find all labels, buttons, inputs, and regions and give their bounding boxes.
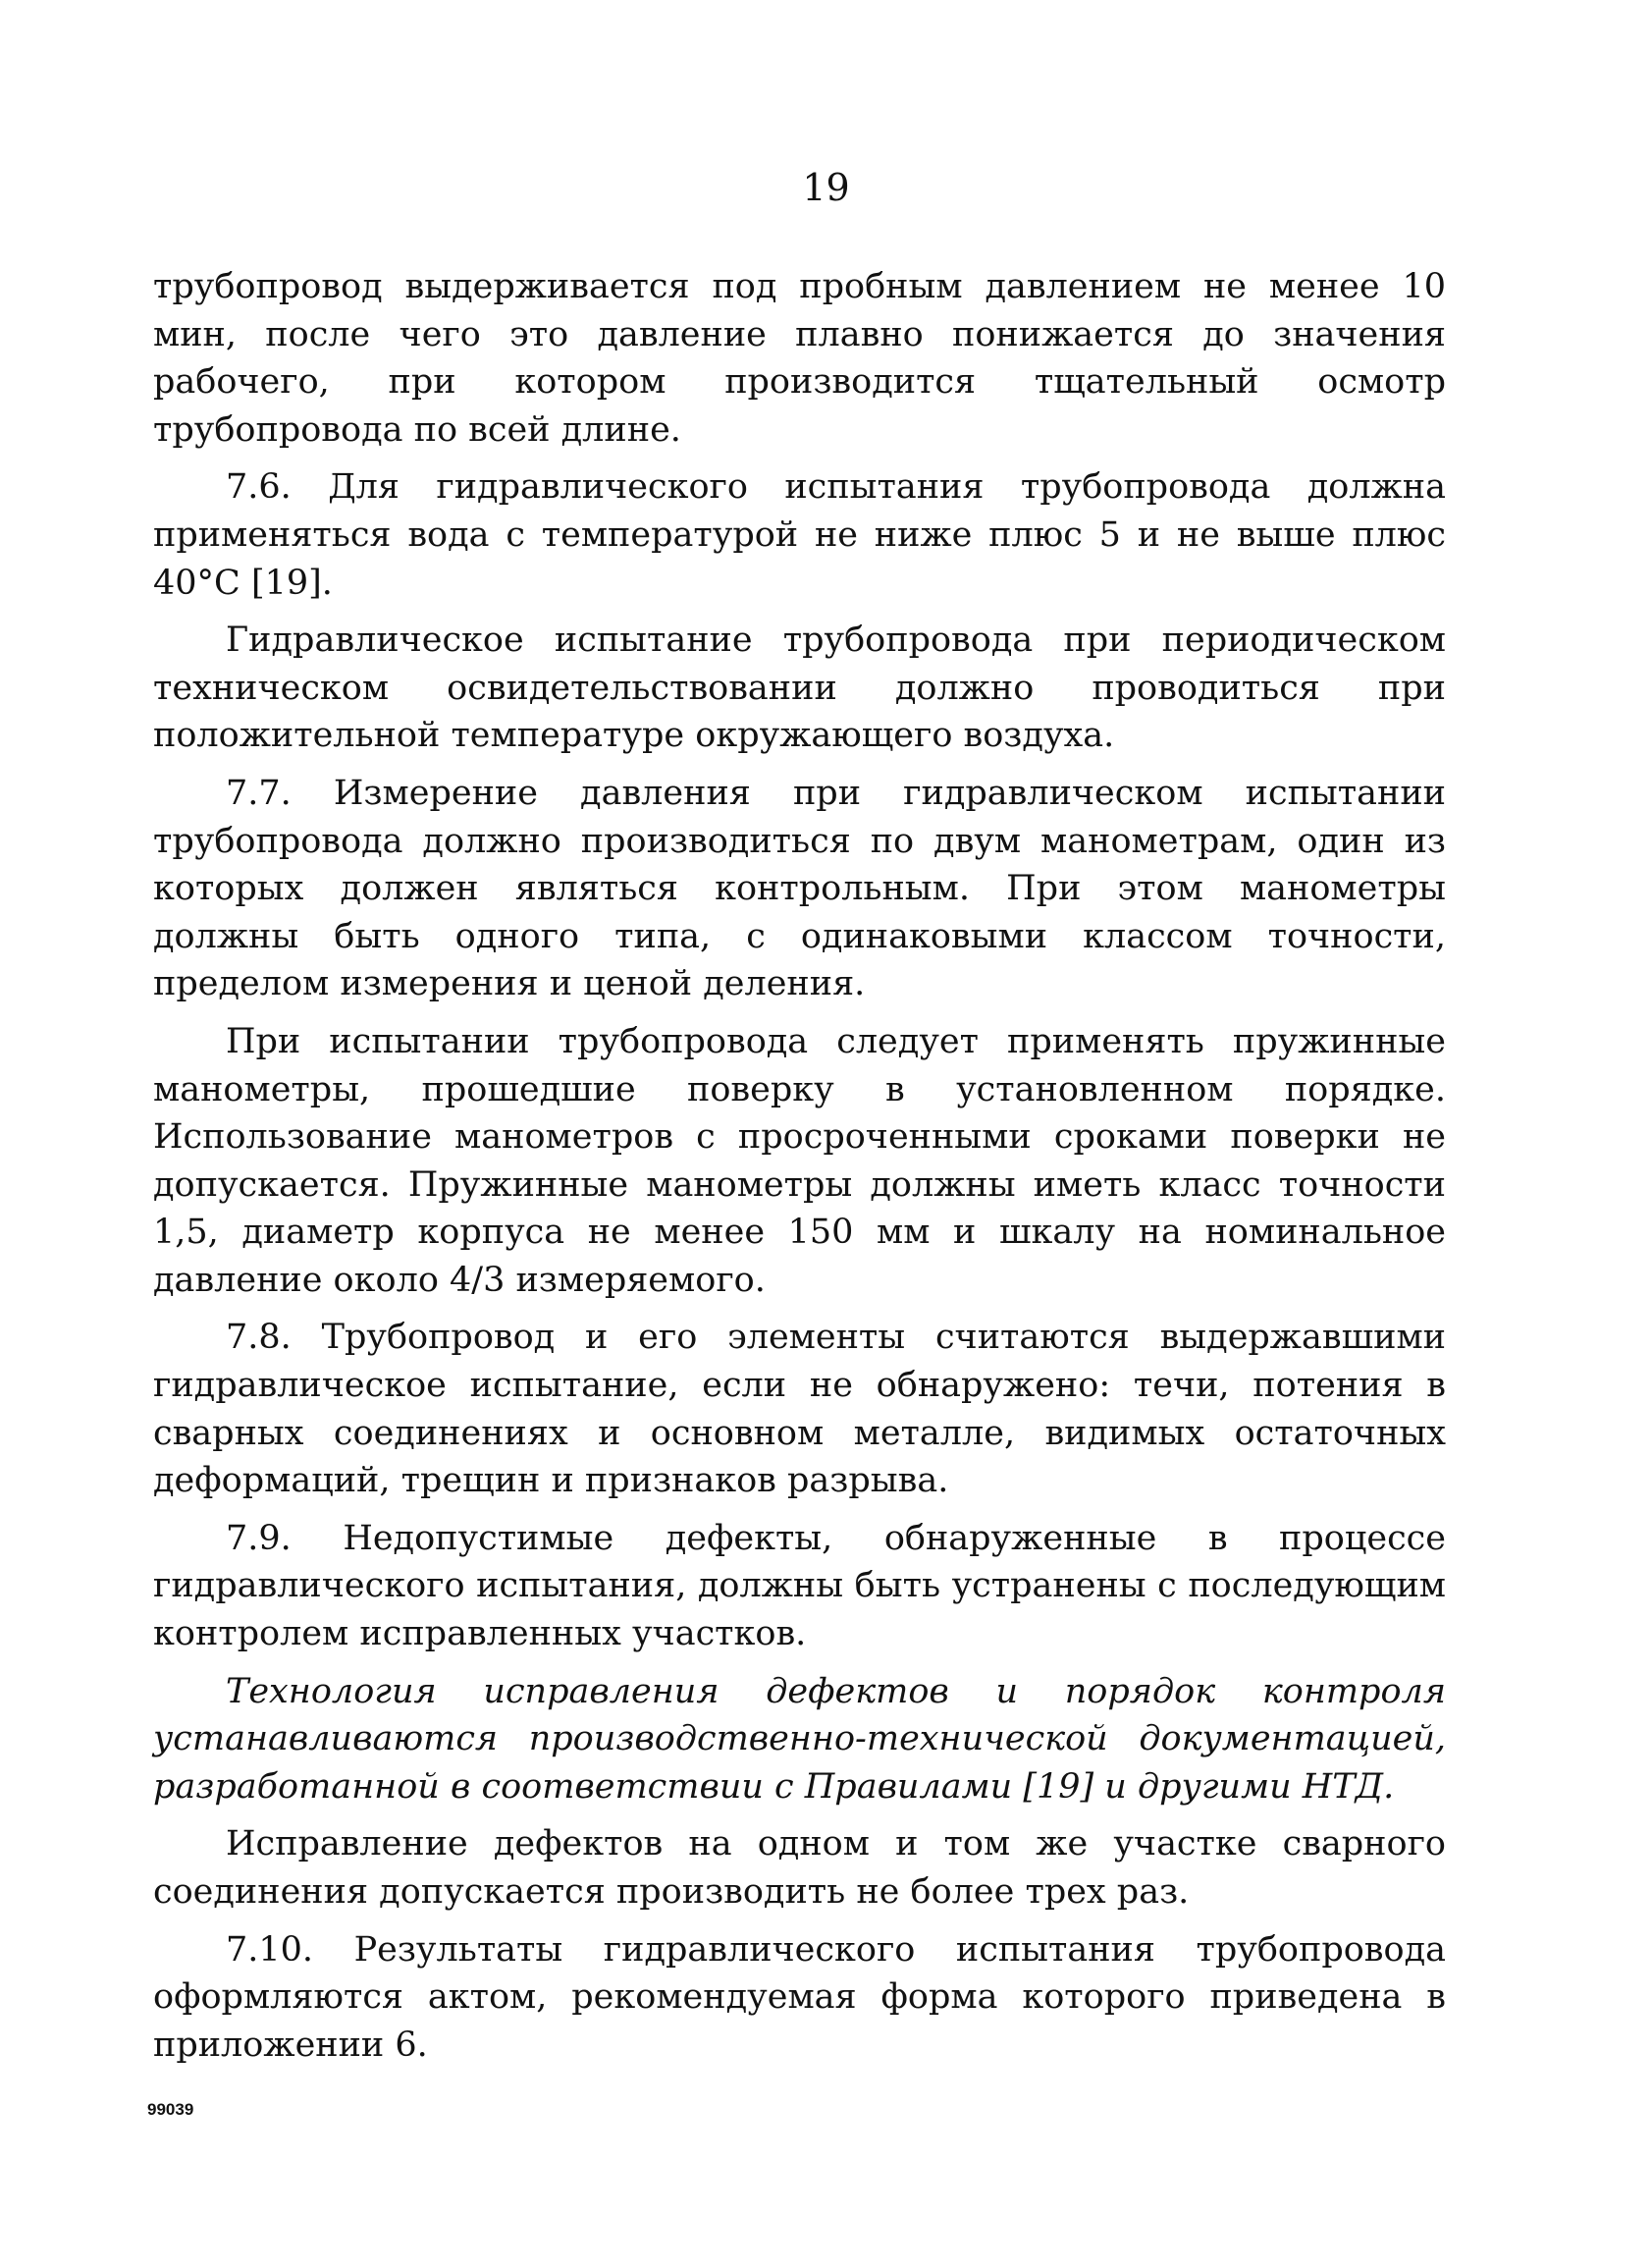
paragraph-continuation: трубопровод выдерживается под пробным давлением не менее 10 мин, после чего это давление плавно понижается до значения рабочего, при котором производится тщательный осмотр трубопровода по всей длине. [153,267,1446,450]
paragraph-periodic-inspection: Гидравлическое испытание трубопровода при периодическом техническом освидетельствовании должно проводиться при положительной температуре окружающего воздуха. [153,621,1446,756]
paragraph-7-8: 7.8. Трубопровод и его элементы считаются выдержавшими гидравлическое испытание, если не обнаружено: течи, потения в сварных соединениях и основном металле, видимых остаточных деформаций, трещин и признаков разрыва. [153,1318,1446,1501]
body-text [153,263,1446,2079]
paragraph-7-7: 7.7. Измерение давления при гидравлическом испытании трубопровода должно производиться по двум манометрам, один из которых должен являться контрольным. При этом манометры должны быть одного типа, с одинаковыми классом точности, пределом измерения и ценой деления. [153,773,1446,1004]
paragraph-spring-manometers: При испытании трубопровода следует применять пружинные манометры, прошедшие поверку в установленном порядке. Использование манометров с просроченными сроками поверки не допускается. Пружинные манометры должны иметь класс точности 1,5, диаметр корпуса не менее 150 мм и шкалу на номинальное давление около 4/3 измеряемого. [153,1021,1446,1300]
page-number: 19 [802,166,850,209]
paragraph-repair-limit: Исправление дефектов на одном и том же участке сварного соединения допускается производить не более трех раз. [153,1824,1446,1912]
paragraph-7-9: 7.9. Недопустимые дефекты, обнаруженные в процессе гидравлического испытания, должны быть устранены с последующим контролем исправленных участков. [153,1518,1446,1654]
paragraph-repair-technology: Технология исправления дефектов и порядок контроля устанавливаются производственно-технической документацией, разработанной в соответствии с Правилами [19] и другими НТД. [153,1671,1446,1807]
paragraph-7-10: 7.10. Результаты гидравлического испытания трубопровода оформляются актом, рекомендуемая форма которого приведена в приложении 6. [153,1929,1446,2065]
footer-document-code: 99039 [147,2100,194,2119]
paragraph-7-6: 7.6. Для гидравлического испытания трубопровода должна применяться вода с температурой не ниже плюс 5 и не выше плюс 40°С [19]. [153,467,1446,603]
